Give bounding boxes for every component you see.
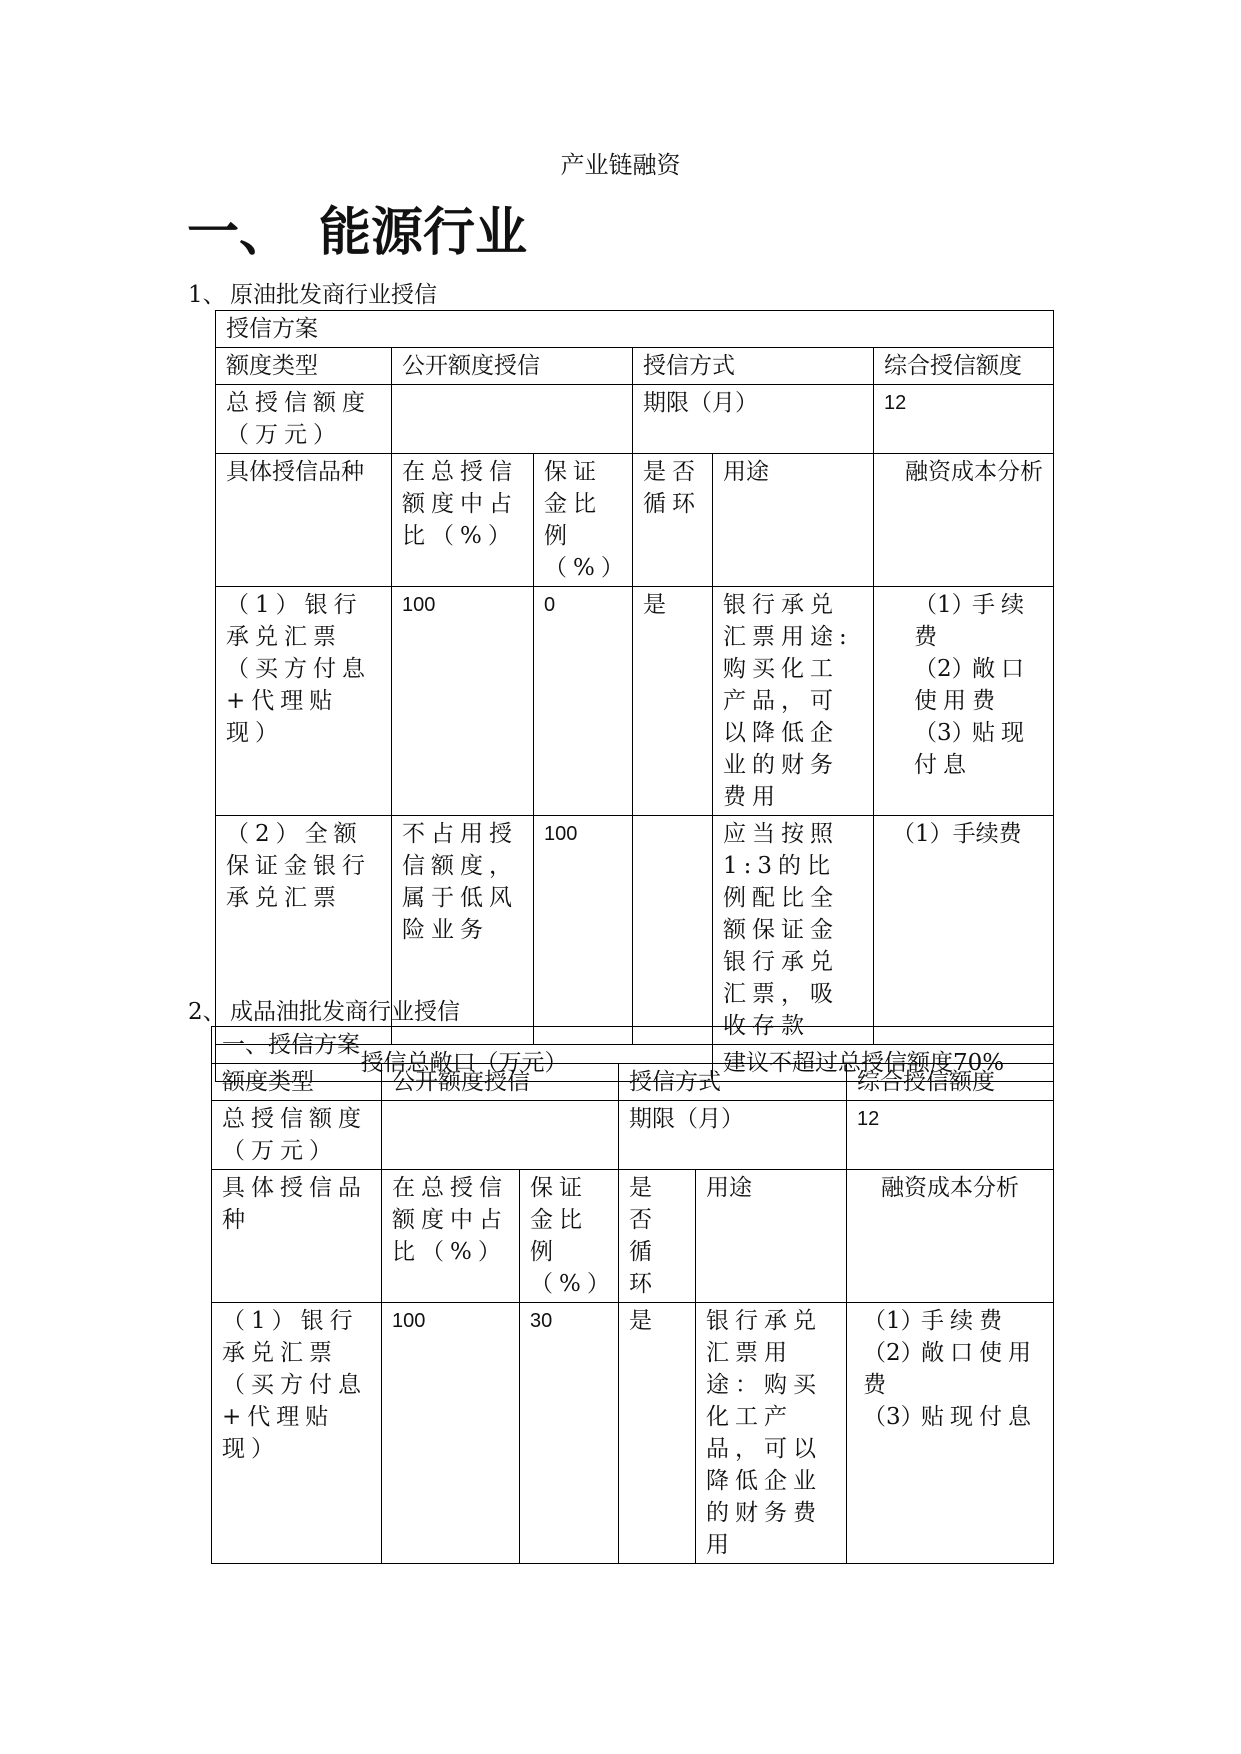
type-label: 额度类型 [212, 1064, 382, 1101]
product-cell: （1）银行承兑汇票（买方付息+代理贴现） [212, 1303, 382, 1564]
section-heading-1 [188, 280, 437, 310]
col-purpose: 用途 [696, 1170, 847, 1303]
type-value: 公开额度授信 [382, 1064, 619, 1101]
col-purpose: 用途 [713, 454, 874, 587]
exposure-label: 授信总敞口（万元） [216, 1045, 713, 1082]
cost-item: （1）手续费 [863, 1308, 1008, 1334]
table-row [212, 1303, 1054, 1564]
credit-plan-table-2 [211, 1026, 1054, 1564]
cost-item: （2）敞口使用费 [914, 656, 1030, 714]
page-title: 产业链融资 [560, 151, 681, 179]
total-label: 总授信额度（万元） [212, 1101, 382, 1170]
col-margin: 保证金比例（%） [534, 454, 633, 587]
cost-item: （2）敞口使用费 [863, 1340, 1037, 1398]
chapter-number: 一、 [187, 203, 292, 263]
section-number: 2、 [188, 999, 226, 1025]
section-number: 1、 [188, 282, 226, 308]
margin-cell: 30 [520, 1303, 619, 1564]
type-value: 公开额度授信 [392, 348, 633, 385]
plan-header: 授信方案 [216, 311, 1054, 348]
col-revolving: 是否循环 [633, 454, 713, 587]
method-value: 综合授信额度 [874, 348, 1054, 385]
share-cell: 100 [382, 1303, 520, 1564]
cost-item: （3）贴现付息 [914, 720, 1030, 778]
method-label: 授信方式 [619, 1064, 847, 1101]
product-cell: （1）银行承兑汇票（买方付息+代理贴现） [216, 587, 392, 816]
purpose-cell: 银行承兑汇票用途:购买化工产品，可以降低企业的财务费用 [713, 587, 874, 816]
plan-header: 一、授信方案 [212, 1027, 1054, 1064]
revolving-cell [633, 816, 713, 1045]
col-margin: 保证金比例（%） [520, 1170, 619, 1303]
cost-cell [874, 816, 1054, 1045]
term-label: 期限（月） [633, 385, 874, 454]
col-product: 具体授信品种 [212, 1170, 382, 1303]
cost-cell [874, 587, 1054, 816]
col-share: 在总授信额度中占比（%） [382, 1170, 520, 1303]
total-value [392, 385, 633, 454]
table-row [216, 587, 1054, 816]
col-revolving: 是否循环 [619, 1170, 696, 1303]
type-label: 额度类型 [216, 348, 392, 385]
cost-cell [847, 1303, 1054, 1564]
margin-cell: 100 [534, 816, 633, 1045]
term-value: 12 [847, 1101, 1054, 1170]
revolving-cell: 是 [619, 1303, 696, 1564]
method-value: 综合授信额度 [847, 1064, 1054, 1101]
purpose-cell: 应当按照1:3的比例配比全额保证金银行承兑汇票，吸收存款 [713, 816, 874, 1045]
term-value: 12 [874, 385, 1054, 454]
col-share: 在总授信额度中占比（%） [392, 454, 534, 587]
product-cell: （2）全额保证金银行承兑汇票 [216, 816, 392, 1045]
term-label: 期限（月） [619, 1101, 847, 1170]
col-cost: 融资成本分析 [847, 1170, 1054, 1303]
credit-plan-table-1 [215, 310, 1054, 1082]
col-product: 具体授信品种 [216, 454, 392, 587]
margin-cell: 0 [534, 587, 633, 816]
exposure-value: 建议不超过总授信额度70% [713, 1045, 1054, 1082]
section-heading-2 [188, 997, 460, 1027]
revolving-cell: 是 [633, 587, 713, 816]
cost-item: （3）贴现付息 [863, 1404, 1037, 1430]
cost-item: （1）手续费 [892, 821, 1022, 847]
share-cell: 不占用授信额度，属于低风险业务 [392, 816, 534, 1045]
method-label: 授信方式 [633, 348, 874, 385]
section-title: 成品油批发商行业授信 [230, 999, 460, 1025]
share-cell: 100 [392, 587, 534, 816]
section-title: 原油批发商行业授信 [230, 282, 437, 308]
col-cost: 融资成本分析 [874, 454, 1054, 587]
chapter-title: 能源行业 [319, 203, 528, 263]
purpose-cell: 银行承兑汇票用途：购买化工产品，可以降低企业的财务费用 [696, 1303, 847, 1564]
cost-item: （1）手续费 [914, 592, 1030, 650]
chapter-heading [187, 203, 527, 263]
total-value [382, 1101, 619, 1170]
total-label: 总授信额度（万元） [216, 385, 392, 454]
